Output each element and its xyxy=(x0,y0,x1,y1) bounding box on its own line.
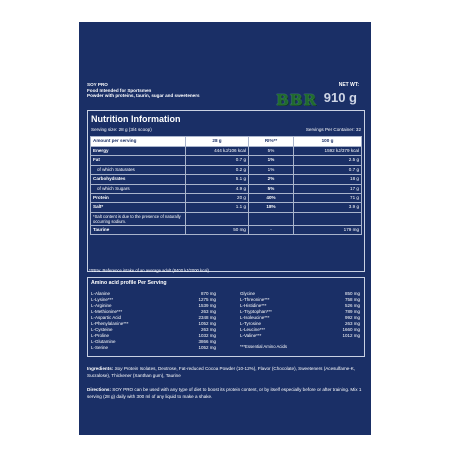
net-weight-value: 910 g xyxy=(323,90,357,105)
amino-name: L-Proline xyxy=(91,333,110,338)
amino-value: 758 mg xyxy=(344,297,360,302)
amino-name: Glycine xyxy=(240,291,256,296)
amino-left-column xyxy=(91,291,216,351)
amino-name: L-Isoleucine*** xyxy=(240,315,270,320)
ingredients-text xyxy=(87,365,363,379)
empty-cell xyxy=(186,212,249,225)
per-100g-value: 71 g xyxy=(294,194,362,203)
nutrition-header-row xyxy=(91,137,362,147)
table-row xyxy=(91,175,362,184)
amino-acid-panel xyxy=(87,277,365,357)
amino-value: 850 mg xyxy=(344,291,360,296)
reference-intake-note: **RI%: Reference intake of an average adult (8400 kJ/2000 kcal). xyxy=(89,268,211,273)
per-serving-value: 1.1 g xyxy=(186,203,249,212)
table-row xyxy=(91,165,362,174)
table-row xyxy=(91,203,362,212)
product-description: Powder with proteins, taurin, sugar and sweeteners xyxy=(87,93,200,99)
directions-body: SOY PRO can be used with any type of diet to boost its protein content, or by itself especially before or after training. Mix 1 serving (28 g) daily with 300 ml of any liquid to make a shake. xyxy=(87,387,362,399)
ingredients-body: Isolates, Dextrose, Fat-reduced Cocoa Powder (10-12%), Flavor (Chocolate), Sweeteners (Acesulfame-K, Sucralose), Thickener (Xanthan gum), Taurine xyxy=(87,366,356,378)
nutrient-name: Energy xyxy=(91,147,186,156)
amino-title: Amino acid profile Per Serving xyxy=(91,280,167,286)
amino-value: 263 mg xyxy=(200,327,216,332)
amino-value: 2348 mg xyxy=(198,315,216,320)
per-serving-value: 20 g xyxy=(186,194,249,203)
per-serving-value: 50 mg xyxy=(186,225,249,234)
amino-right-column xyxy=(240,291,360,339)
amino-value: 3866 mg xyxy=(198,339,216,344)
amino-value: 1012 mg xyxy=(342,333,360,338)
column-header: RI%** xyxy=(249,137,294,147)
per-serving-value: 444 kJ/106 kcal xyxy=(186,147,249,156)
empty-cell xyxy=(249,212,294,225)
ri-value: 5% xyxy=(249,184,294,193)
amino-value: 1660 mg xyxy=(342,327,360,332)
amino-name: L-Valine*** xyxy=(240,333,262,338)
amino-name: L-Threonine*** xyxy=(240,297,270,302)
nutrient-name: Salt* xyxy=(91,203,186,212)
ri-value: - xyxy=(249,225,294,234)
per-100g-value: 2.5 g xyxy=(294,156,362,165)
salt-note: *Salt content is due to the presence of naturally occurring sodium. xyxy=(91,212,186,225)
amino-value: 1052 mg xyxy=(198,321,216,326)
empty-cell xyxy=(294,212,362,225)
table-row xyxy=(91,147,362,156)
ingredients-soy: Soy Protein xyxy=(114,366,139,371)
ingredients-label: Ingredients: xyxy=(87,366,114,371)
nutrient-name: of which Sugars xyxy=(91,184,186,193)
amino-name: L-Histidine*** xyxy=(240,303,267,308)
amino-name: L-Tryptophan*** xyxy=(240,309,272,314)
product-descriptor: Food Intended for Sportsmen xyxy=(87,87,152,93)
label-header xyxy=(87,82,200,99)
table-row xyxy=(91,194,362,203)
nutrition-panel xyxy=(87,110,365,272)
table-row xyxy=(91,225,362,234)
amino-value: 1539 mg xyxy=(198,303,216,308)
amino-name: L-Aspartic Acid xyxy=(91,315,122,320)
amino-value: 992 mg xyxy=(344,315,360,320)
per-100g-value: 1592 kJ/379 kcal xyxy=(294,147,362,156)
amino-value: 1032 mg xyxy=(198,333,216,338)
nutrient-name: of which Saturates xyxy=(91,165,186,174)
column-header: 28 g xyxy=(186,137,249,147)
table-row xyxy=(91,156,362,165)
amino-name: L-Tyrosine xyxy=(240,321,262,326)
amino-value: 1275 mg xyxy=(198,297,216,302)
amino-name: L-Serine xyxy=(91,345,109,350)
amino-name: L-Glutamine xyxy=(91,339,116,344)
ri-value: 2% xyxy=(249,175,294,184)
amino-value: 870 mg xyxy=(200,291,216,296)
product-label xyxy=(79,22,371,435)
nutrient-name: Fat xyxy=(91,156,186,165)
ri-value: 18% xyxy=(249,203,294,212)
brand-logo-text: BBR xyxy=(276,91,317,109)
amino-value: 263 mg xyxy=(344,321,360,326)
list-item xyxy=(240,333,360,339)
nutrition-title: Nutrition Information xyxy=(91,114,181,124)
per-serving-value: 0.2 g xyxy=(186,165,249,174)
directions-text xyxy=(87,386,363,400)
nutrient-name: Taurine xyxy=(91,225,186,234)
per-100g-value: 17 g xyxy=(294,184,362,193)
per-serving-value: 0.7 g xyxy=(186,156,249,165)
product-name: SOY PRO xyxy=(87,82,108,87)
column-header: 100 g xyxy=(294,137,362,147)
amino-name: L-Methionine*** xyxy=(91,309,123,314)
per-serving-value: 5.1 g xyxy=(186,175,249,184)
amino-value: 1052 mg xyxy=(198,345,216,350)
ri-value: 1% xyxy=(249,156,294,165)
per-100g-value: 0.7 g xyxy=(294,165,362,174)
amino-value: 263 mg xyxy=(200,309,216,314)
nutrient-name: Protein xyxy=(91,194,186,203)
essential-amino-note: ***Essential Amino Acids xyxy=(240,344,288,349)
table-row xyxy=(91,212,362,225)
table-row xyxy=(91,184,362,193)
ri-value: 40% xyxy=(249,194,294,203)
list-item xyxy=(91,345,216,351)
per-100g-value: 18 g xyxy=(294,175,362,184)
amino-value: 526 mg xyxy=(344,303,360,308)
amino-name: L-Alanine xyxy=(91,291,111,296)
column-header: Amount per serving xyxy=(91,137,186,147)
per-100g-value: 3.9 g xyxy=(294,203,362,212)
per-serving-value: 4.9 g xyxy=(186,184,249,193)
brand-logo xyxy=(276,91,317,109)
amino-name: L-Cysteine xyxy=(91,327,113,332)
amino-name: L-Lysine*** xyxy=(91,297,114,302)
amino-value: 789 mg xyxy=(344,309,360,314)
servings-per-container: Servings Per Container: 32 xyxy=(305,127,361,132)
per-100g-value: 179 mg xyxy=(294,225,362,234)
ri-value: 5% xyxy=(249,147,294,156)
nutrient-name: Carbohydrates xyxy=(91,175,186,184)
directions-label: Directions: xyxy=(87,387,111,392)
nutrition-table xyxy=(90,136,362,235)
amino-name: L-Arginine xyxy=(91,303,112,308)
serving-size: Serving size: 28 g (3/4 scoop) xyxy=(91,127,152,132)
net-weight-label: NET WT: xyxy=(338,82,359,88)
amino-name: L-Phenylalanine*** xyxy=(91,321,129,326)
ri-value: 1% xyxy=(249,165,294,174)
amino-name: L-Leucine*** xyxy=(240,327,266,332)
